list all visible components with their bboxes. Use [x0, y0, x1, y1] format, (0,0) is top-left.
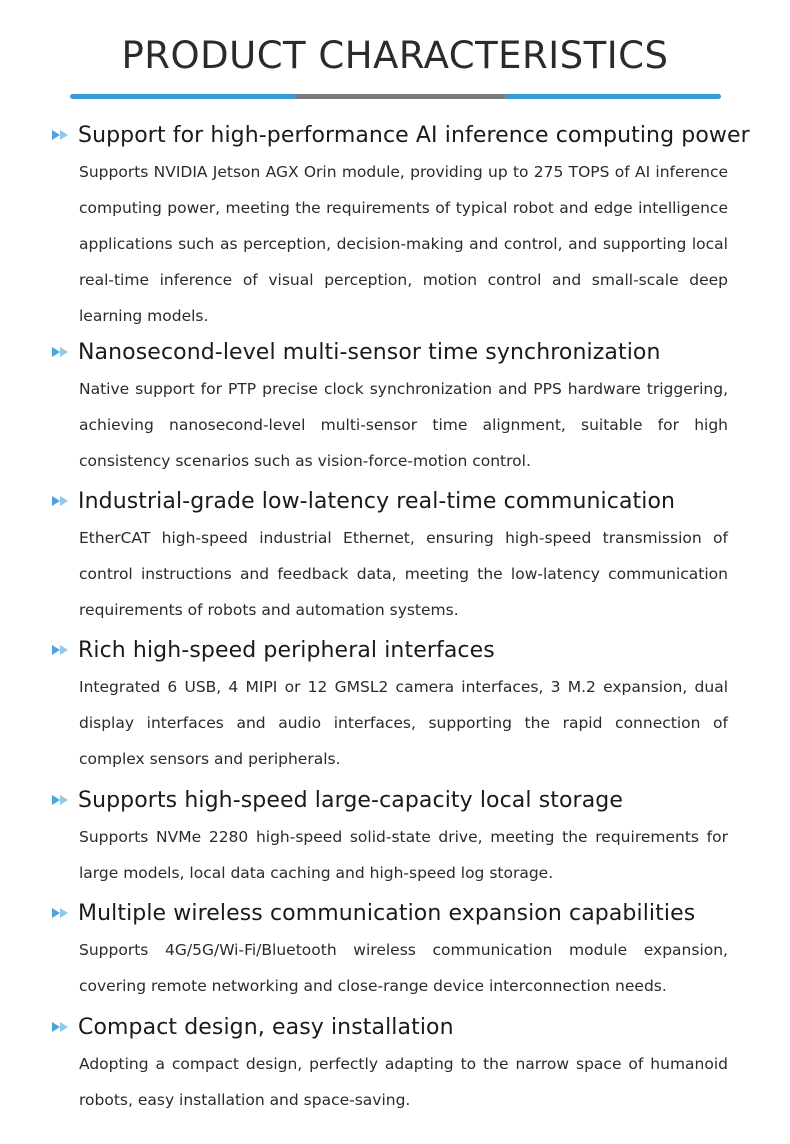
- underline-right-segment: [505, 94, 721, 99]
- section-body-text: Supports NVMe 2280 high-speed solid-state drive, meeting the requirements for large models, local data caching and high-speed log storage.: [79, 828, 728, 882]
- section-body-text: Supports NVIDIA Jetson AGX Orin module, providing up to 275 TOPS of AI inference computing power, meeting the requirements of typical robot and edge intelligence applications such as perception, decision-making and control, and supporting local real-time inference of visual perception, motion control and small-scale deep learning models.: [79, 163, 728, 325]
- section-heading-text: Compact design, easy installation: [78, 1014, 454, 1040]
- section-heading: [52, 484, 675, 518]
- section-heading: [52, 1010, 454, 1044]
- section-body-text: Supports 4G/5G/Wi-Fi/Bluetooth wireless communication module expansion, covering remote networking and close-range device interconnection needs.: [79, 941, 728, 995]
- double-triangle-bullet-icon: [52, 346, 70, 358]
- section-heading: [52, 896, 695, 930]
- section-heading: [52, 783, 623, 817]
- section-heading-text: Support for high-performance AI inference computing power: [78, 122, 750, 148]
- section-heading: [52, 118, 750, 152]
- section-heading-text: Multiple wireless communication expansion capabilities: [78, 900, 696, 926]
- double-triangle-bullet-icon: [52, 644, 70, 656]
- double-triangle-bullet-icon: [52, 495, 70, 507]
- title-underline: [70, 94, 721, 99]
- section-heading: [52, 335, 661, 369]
- section-heading-text: Supports high-speed large-capacity local storage: [78, 787, 623, 813]
- double-triangle-bullet-icon: [52, 1021, 70, 1033]
- page-title: PRODUCT CHARACTERISTICS: [121, 34, 669, 77]
- double-triangle-bullet-icon: [52, 794, 70, 806]
- section-body-text: Integrated 6 USB, 4 MIPI or 12 GMSL2 camera interfaces, 3 M.2 expansion, dual display interfaces and audio interfaces, supporting the rapid connection of complex sensors and peripherals.: [79, 678, 728, 768]
- section-heading-text: Rich high-speed peripheral interfaces: [78, 637, 495, 663]
- section-body-text: EtherCAT high-speed industrial Ethernet, ensuring high-speed transmission of control instructions and feedback data, meeting the low-latency communication requirements of robots and automation systems.: [79, 529, 728, 619]
- double-triangle-bullet-icon: [52, 129, 70, 141]
- section-heading-text: Industrial-grade low-latency real-time communication: [78, 488, 676, 514]
- section-body-text: Adopting a compact design, perfectly adapting to the narrow space of humanoid robots, easy installation and space-saving.: [79, 1055, 728, 1109]
- section-body-text: Native support for PTP precise clock synchronization and PPS hardware triggering, achieving nanosecond-level multi-sensor time alignment, suitable for high consistency scenarios such as vision-force-motion control.: [79, 380, 728, 470]
- underline-middle-segment: [295, 94, 505, 99]
- section-heading-text: Nanosecond-level multi-sensor time synchronization: [78, 339, 661, 365]
- underline-left-segment: [70, 94, 295, 99]
- section-heading: [52, 633, 495, 667]
- double-triangle-bullet-icon: [52, 907, 70, 919]
